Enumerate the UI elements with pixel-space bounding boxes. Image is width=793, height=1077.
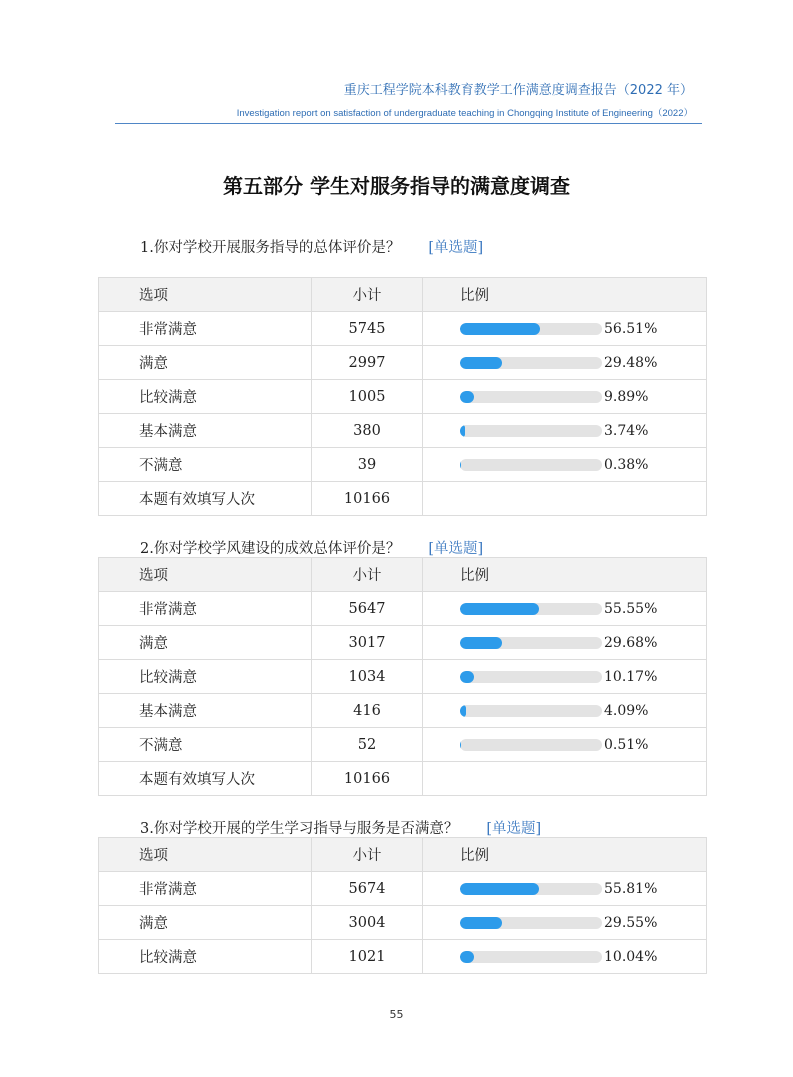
ratio-bar-fill bbox=[460, 637, 502, 649]
column-header-count: 小计 bbox=[312, 838, 423, 872]
option-label: 基本满意 bbox=[99, 414, 312, 448]
total-label: 本题有效填写人次 bbox=[99, 482, 312, 516]
option-label: 比较满意 bbox=[99, 940, 312, 974]
column-header-count: 小计 bbox=[312, 278, 423, 312]
ratio-percent: 0.38% bbox=[604, 456, 649, 473]
table-row bbox=[99, 694, 707, 728]
count-value: 1034 bbox=[312, 660, 423, 694]
count-value: 39 bbox=[312, 448, 423, 482]
page-number: 55 bbox=[389, 1008, 404, 1021]
option-label: 满意 bbox=[99, 906, 312, 940]
count-value: 5745 bbox=[312, 312, 423, 346]
table-total-row bbox=[99, 482, 707, 516]
count-value: 1021 bbox=[312, 940, 423, 974]
ratio-percent: 29.48% bbox=[604, 354, 658, 371]
ratio-bar-fill bbox=[460, 323, 540, 335]
question-1-table bbox=[98, 277, 707, 516]
count-value: 3017 bbox=[312, 626, 423, 660]
table-row bbox=[99, 660, 707, 694]
column-header-ratio: 比例 bbox=[423, 558, 707, 592]
ratio-bar-fill bbox=[460, 883, 539, 895]
question-3-table bbox=[98, 837, 707, 974]
ratio-percent: 3.74% bbox=[604, 422, 649, 439]
question-2-title bbox=[140, 537, 483, 558]
ratio-bar bbox=[460, 425, 602, 437]
question-3-title bbox=[140, 817, 541, 838]
ratio-bar bbox=[460, 603, 602, 615]
ratio-percent: 9.89% bbox=[604, 388, 649, 405]
ratio-bar bbox=[460, 323, 602, 335]
ratio-bar-fill bbox=[460, 391, 474, 403]
option-label: 不满意 bbox=[99, 448, 312, 482]
ratio-bar-fill bbox=[460, 671, 474, 683]
table-header-row bbox=[99, 558, 707, 592]
total-value: 10166 bbox=[312, 762, 423, 796]
table-row bbox=[99, 728, 707, 762]
option-label: 比较满意 bbox=[99, 660, 312, 694]
ratio-bar-fill bbox=[460, 705, 466, 717]
option-label: 比较满意 bbox=[99, 380, 312, 414]
option-label: 满意 bbox=[99, 626, 312, 660]
ratio-bar bbox=[460, 917, 602, 929]
ratio-bar bbox=[460, 459, 602, 471]
count-value: 2997 bbox=[312, 346, 423, 380]
option-label: 非常满意 bbox=[99, 872, 312, 906]
option-label: 非常满意 bbox=[99, 312, 312, 346]
column-header-ratio: 比例 bbox=[423, 278, 707, 312]
table-total-row bbox=[99, 762, 707, 796]
ratio-percent: 29.55% bbox=[604, 914, 658, 931]
total-value: 10166 bbox=[312, 482, 423, 516]
ratio-bar-fill bbox=[460, 459, 461, 471]
question-3-text: 3.你对学校开展的学生学习指导与服务是否满意？ bbox=[140, 821, 459, 837]
total-label: 本题有效填写人次 bbox=[99, 762, 312, 796]
ratio-bar bbox=[460, 883, 602, 895]
ratio-bar-fill bbox=[460, 425, 465, 437]
column-header-option: 选项 bbox=[99, 838, 312, 872]
table-row bbox=[99, 626, 707, 660]
table-row bbox=[99, 940, 707, 974]
count-value: 52 bbox=[312, 728, 423, 762]
question-1-type-tag: [单选题] bbox=[428, 240, 484, 256]
ratio-bar bbox=[460, 357, 602, 369]
table-row bbox=[99, 906, 707, 940]
option-label: 非常满意 bbox=[99, 592, 312, 626]
column-header-count: 小计 bbox=[312, 558, 423, 592]
table-row bbox=[99, 380, 707, 414]
table-row bbox=[99, 414, 707, 448]
option-label: 不满意 bbox=[99, 728, 312, 762]
table-header-row bbox=[99, 838, 707, 872]
ratio-bar-fill bbox=[460, 603, 539, 615]
ratio-bar-fill bbox=[460, 917, 502, 929]
ratio-percent: 4.09% bbox=[604, 702, 649, 719]
column-header-option: 选项 bbox=[99, 278, 312, 312]
count-value: 5674 bbox=[312, 872, 423, 906]
ratio-bar bbox=[460, 705, 602, 717]
table-header-row bbox=[99, 278, 707, 312]
column-header-ratio: 比例 bbox=[423, 838, 707, 872]
count-value: 5647 bbox=[312, 592, 423, 626]
question-1-title bbox=[140, 236, 483, 257]
question-2-type-tag: [单选题] bbox=[428, 541, 484, 557]
ratio-bar bbox=[460, 951, 602, 963]
table-row bbox=[99, 872, 707, 906]
question-2-text: 2.你对学校学风建设的成效总体评价是？ bbox=[140, 541, 401, 557]
ratio-percent: 55.55% bbox=[604, 600, 658, 617]
ratio-bar bbox=[460, 671, 602, 683]
ratio-percent: 10.04% bbox=[604, 948, 658, 965]
ratio-bar bbox=[460, 391, 602, 403]
page-title: 第五部分 学生对服务指导的满意度调查 bbox=[223, 174, 570, 198]
ratio-percent: 0.51% bbox=[604, 736, 649, 753]
table-row bbox=[99, 346, 707, 380]
ratio-bar bbox=[460, 739, 602, 751]
ratio-bar-fill bbox=[460, 357, 502, 369]
ratio-percent: 55.81% bbox=[604, 880, 658, 897]
ratio-percent: 10.17% bbox=[604, 668, 658, 685]
header-title-en: Investigation report on satisfaction of undergraduate teaching in Chongqing Institute of Engineering（2022） bbox=[236, 108, 693, 119]
table-row bbox=[99, 592, 707, 626]
count-value: 1005 bbox=[312, 380, 423, 414]
question-2-table bbox=[98, 557, 707, 796]
question-3-type-tag: [单选题] bbox=[486, 821, 542, 837]
count-value: 416 bbox=[312, 694, 423, 728]
table-row bbox=[99, 312, 707, 346]
ratio-percent: 56.51% bbox=[604, 320, 658, 337]
table-row bbox=[99, 448, 707, 482]
header-title-cn: 重庆工程学院本科教育教学工作满意度调查报告（2022 年） bbox=[343, 83, 693, 98]
option-label: 基本满意 bbox=[99, 694, 312, 728]
question-1-text: 1.你对学校开展服务指导的总体评价是？ bbox=[140, 240, 401, 256]
ratio-bar-fill bbox=[460, 739, 461, 751]
column-header-option: 选项 bbox=[99, 558, 312, 592]
option-label: 满意 bbox=[99, 346, 312, 380]
header-divider bbox=[115, 123, 702, 124]
count-value: 380 bbox=[312, 414, 423, 448]
count-value: 3004 bbox=[312, 906, 423, 940]
ratio-bar-fill bbox=[460, 951, 474, 963]
ratio-bar bbox=[460, 637, 602, 649]
ratio-percent: 29.68% bbox=[604, 634, 658, 651]
